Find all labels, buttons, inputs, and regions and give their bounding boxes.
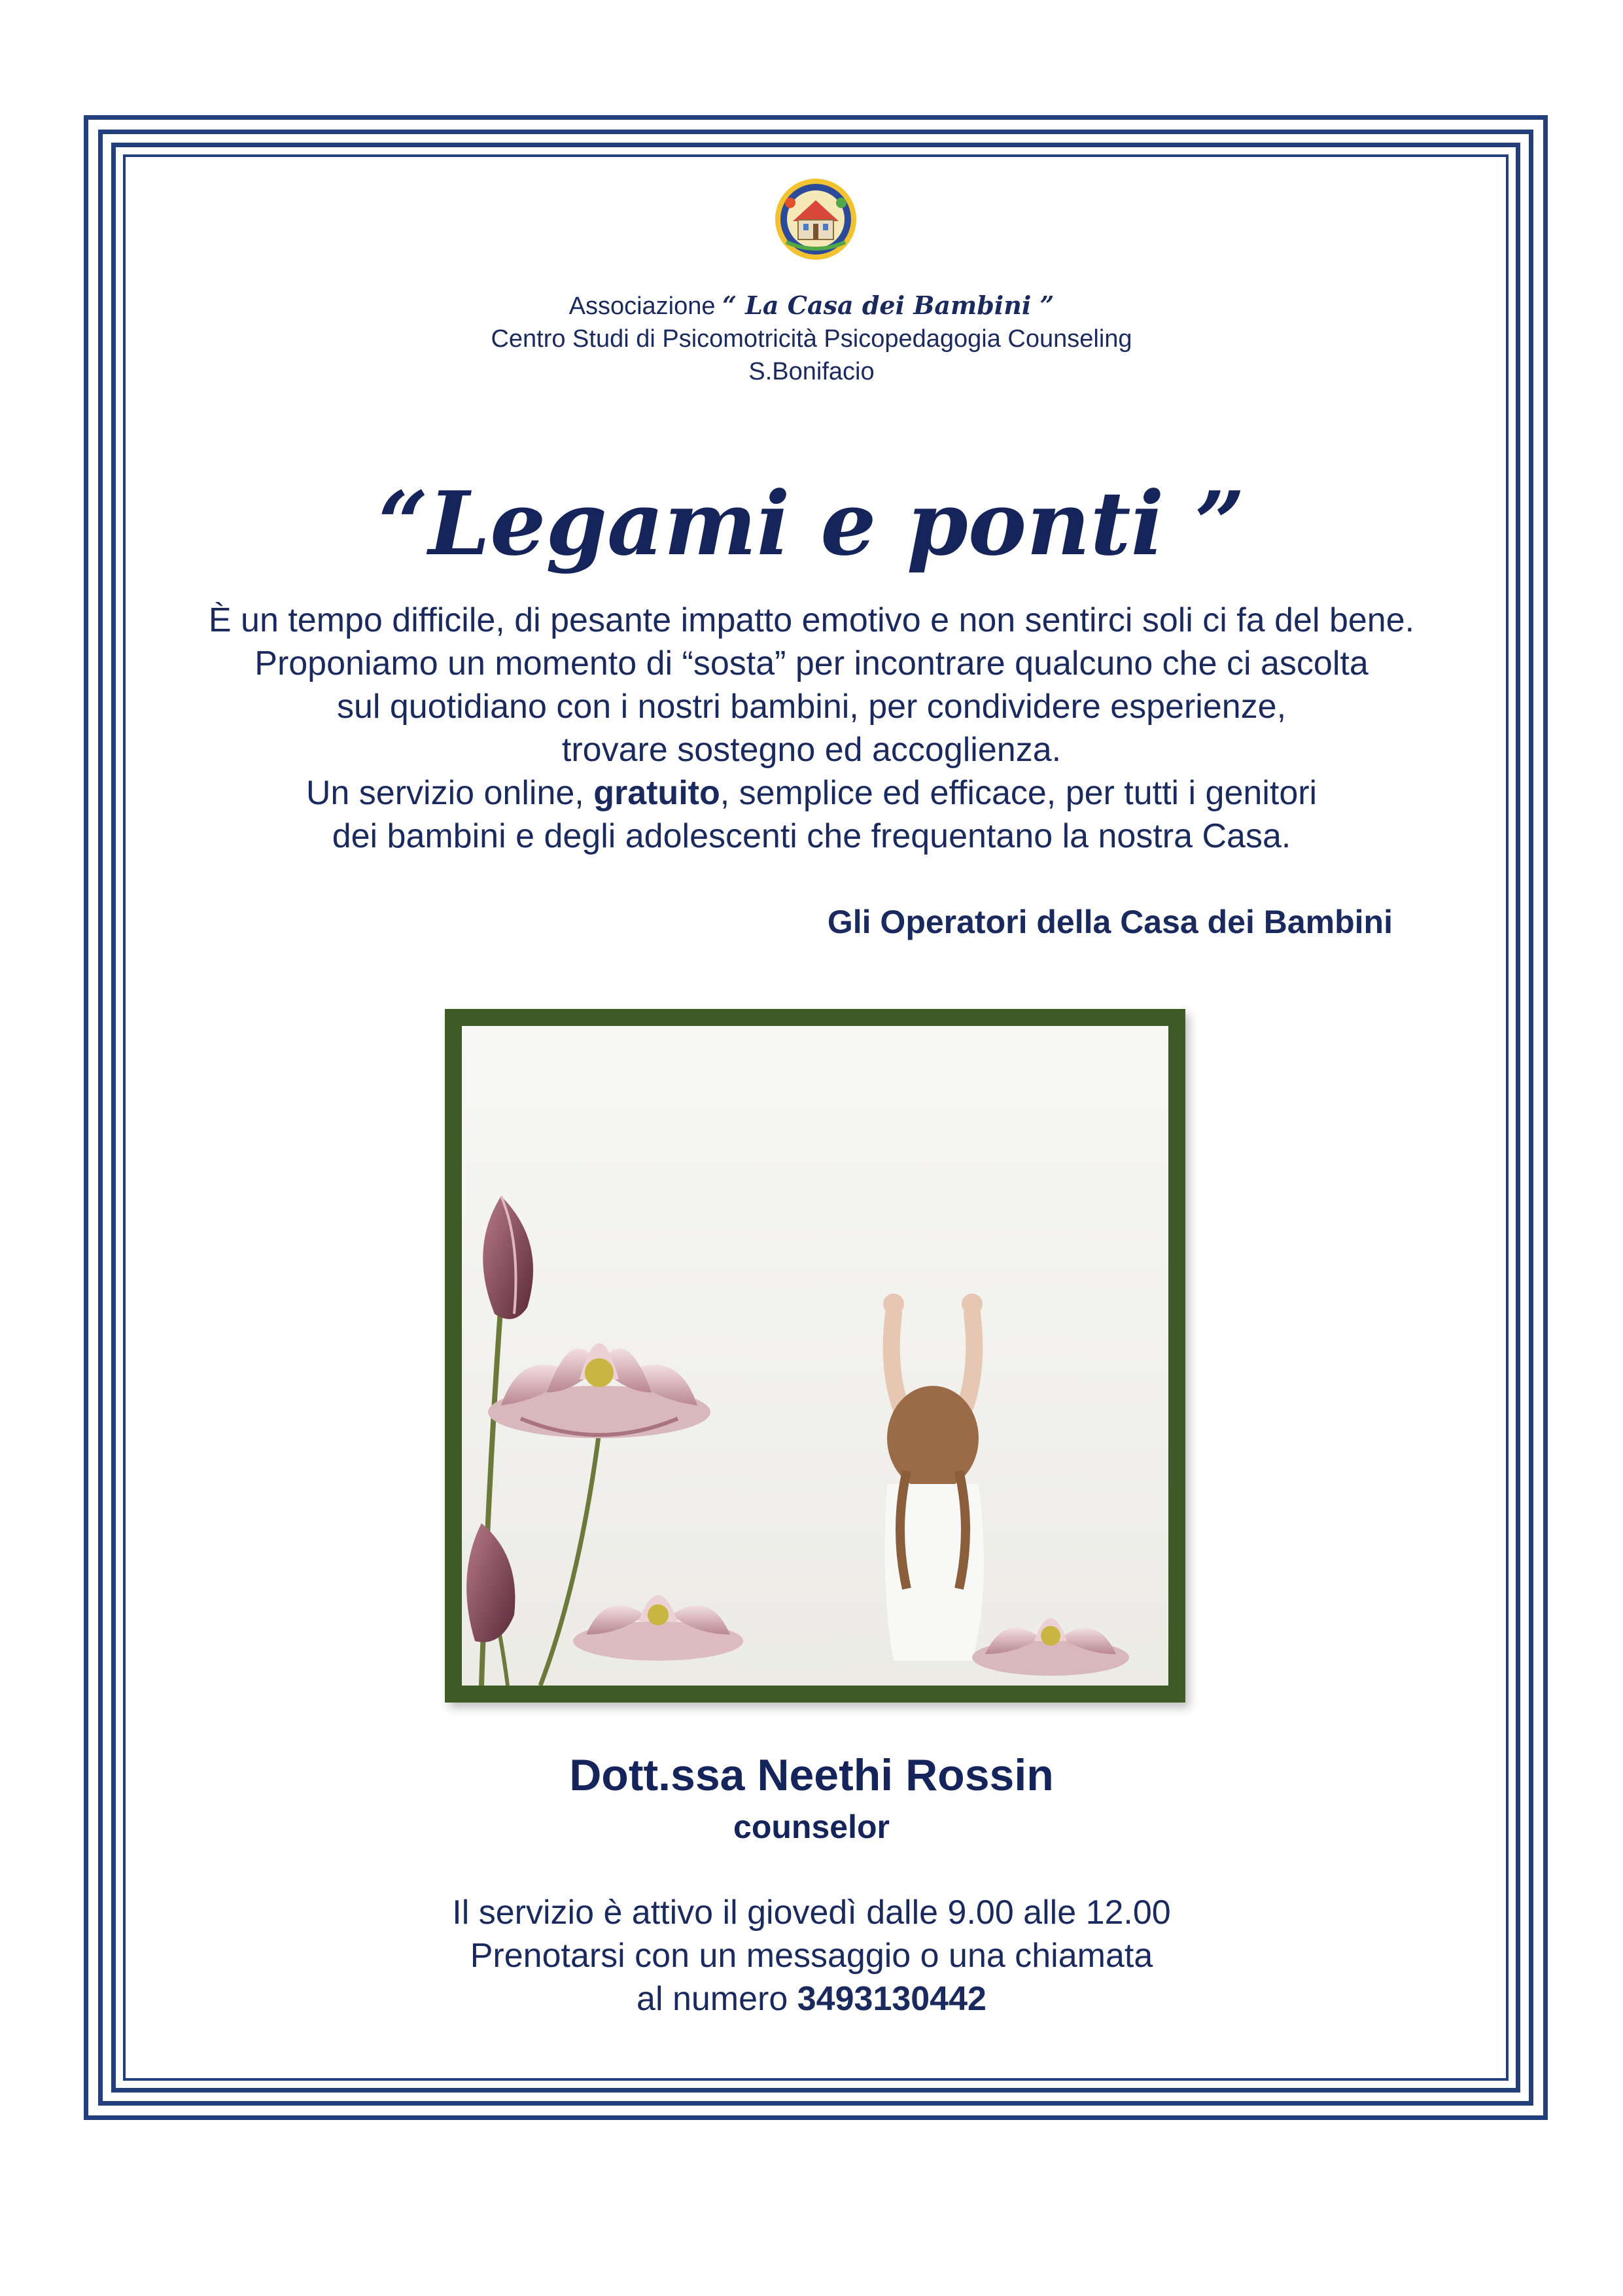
association-logo [773,177,858,262]
body-line-5-end: , semplice ed efficace, per tutti i genitori [720,774,1318,812]
counselor-role: counselor [733,1809,890,1845]
service-info [0,1891,1623,2021]
illustration-frame [445,1009,1185,1703]
booking-instructions: Prenotarsi con un messaggio o una chiamata [470,1937,1153,1975]
association-label: Associazione [568,292,723,320]
free-highlight: gratuito [593,774,720,812]
body-line-6: dei bambini e degli adolescenti che frequentano la nostra Casa. [332,817,1291,855]
service-hours: Il servizio è attivo il giovedì dalle 9.00 alle 12.00 [452,1894,1171,1932]
body-line-4: trovare sostegno ed accoglienza. [561,731,1062,769]
poster-title: “Legami e ponti ” [377,472,1246,575]
association-subtitle: Centro Studi di Psicomotricità Psicopedagogia Counseling [491,325,1132,353]
body-line-5 [0,771,1623,815]
association-header [0,289,1623,388]
association-location: S.Bonifacio [748,358,875,385]
operators-signature: Gli Operatori della Casa dei Bambini [827,904,1393,940]
child-lotus-illustration [462,1026,1168,1686]
association-name: “ La Casa dei Bambini ” [722,291,1055,320]
body-line-2: Proponiamo un momento di “sosta” per incontrare qualcuno che ci ascolta [254,645,1369,682]
body-line-5-start: Un servizio online, [305,774,594,812]
phone-number: 3493130442 [797,1980,986,2018]
counselor-name: Dott.ssa Neethi Rossin [569,1750,1054,1800]
body-line-1: È un tempo difficile, di pesante impatto emotivo e non sentirci soli ci fa del bene. [208,601,1415,639]
body-paragraph [0,599,1623,858]
phone-line [0,1977,1623,2021]
body-line-3: sul quotidiano con i nostri bambini, per condividere esperienze, [336,688,1287,726]
phone-label: al numero [637,1980,797,2018]
association-name-line [0,289,1623,323]
